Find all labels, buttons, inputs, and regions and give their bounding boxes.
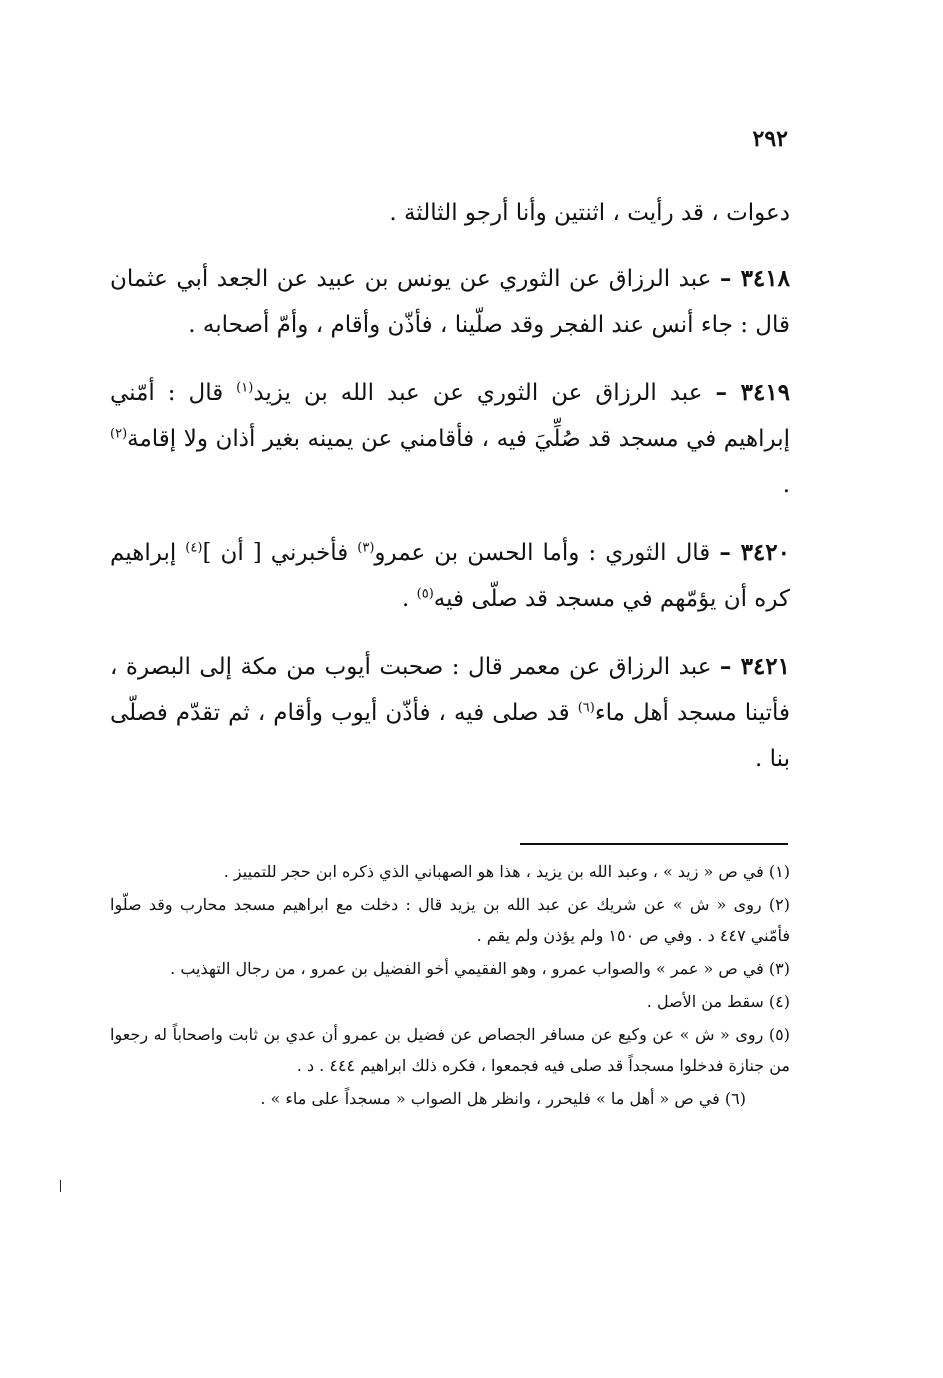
footnote-ref: (٣) — [357, 540, 375, 556]
hadith-number: ٣٤٢٠ – — [719, 539, 790, 566]
footnote-ref: (٦) — [577, 700, 595, 716]
footnote-4: (٤) سقط من الأصل . — [646, 992, 790, 1011]
hadith-text: عبد الرزاق عن الثوري عن يونس بن عبيد عن الجعد أبي عثمان قال : جاء أنس عند الفجر وقد صلّينا ، فأذّن وأقام ، وأمّ أصحابه . — [110, 266, 790, 338]
margin-mark — [60, 1180, 65, 1192]
hadith-text: . — [782, 472, 790, 498]
hadith-text: . — [402, 586, 410, 612]
hadith-3418 — [110, 256, 790, 348]
footnotes — [110, 856, 790, 1116]
footnote-3: (٣) في ص « عمر » والصواب عمرو ، وهو الفقيمي أخو الفضيل بن عمرو ، من رجال التهذيب . — [170, 959, 790, 978]
page-number: ٢٩٢ — [752, 126, 788, 152]
paragraph-continuation: دعوات ، قد رأيت ، اثنتين وأنا أرجو الثالثة . — [389, 200, 790, 226]
hadith-text: عبد الرزاق عن معمر قال : صحبت أيوب من مكة إلى البصرة ، فأتينا مسجد أهل ماء — [110, 654, 791, 726]
footnote-ref: (٢) — [110, 426, 128, 442]
main-text — [110, 190, 790, 804]
hadith-text: قد صلى فيه ، فأذّن أيوب وأقام ، ثم تقدّم فصلّى بنا . — [110, 700, 790, 772]
hadith-3420 — [110, 530, 790, 622]
footnote-1: (١) في ص « زيد » ، وعبد الله بن يزيد ، هذا هو الصهباني الذي ذكره ابن حجر للتمييز . — [223, 862, 790, 881]
footnote-ref: (٥) — [416, 586, 434, 602]
footnote-ref: (٤) — [185, 540, 203, 556]
hadith-text: قال الثوري : وأما الحسن بن عمرو — [374, 540, 711, 566]
hadith-text: إبراهيم كره أن يؤمّهم في مسجد قد صلّى فيه — [110, 540, 790, 612]
hadith-number: ٣٤١٨ – — [719, 265, 790, 292]
hadith-text: قال : أمّني إبراهيم في مسجد قد صُلِّيَ فيه ، فأقامني عن يمينه بغير أذان ولا إقامة — [110, 380, 790, 452]
footnote-separator — [520, 843, 788, 845]
footnote-6: (٦) في ص « أهل ما » فليحرر ، وانظر هل الصواب « مسجداً على ماء » . — [260, 1089, 746, 1108]
hadith-text: عبد الرزاق عن الثوري عن عبد الله بن يزيد — [253, 380, 703, 406]
hadith-3421 — [110, 644, 790, 782]
footnote-2: (٢) روى « ش » عن شريك عن عبد الله بن يزيد قال : دخلت مع ابراهيم مسجد محارب وقد صلّوا فأمّني ٤٤٧ د . وفي ص ١٥٠ ولم يؤذن ولم يقم . — [110, 895, 790, 945]
hadith-3419 — [110, 370, 790, 508]
hadith-number: ٣٤١٩ – — [715, 379, 791, 406]
hadith-number: ٣٤٢١ – — [719, 653, 791, 680]
footnote-ref: (١) — [236, 380, 254, 396]
hadith-text: فأخبرني [ أن ] — [202, 540, 349, 566]
footnote-5: (٥) روى « ش » عن وكيع عن مسافر الجصاص عن فضيل بن عمرو أن عدي بن ثابت واصحاباً له رجعوا من جنازة فدخلوا مسجداً قد صلى فيه فجمعوا ، فكره ذلك ابراهيم ٤٤٤ . د . — [110, 1025, 790, 1075]
